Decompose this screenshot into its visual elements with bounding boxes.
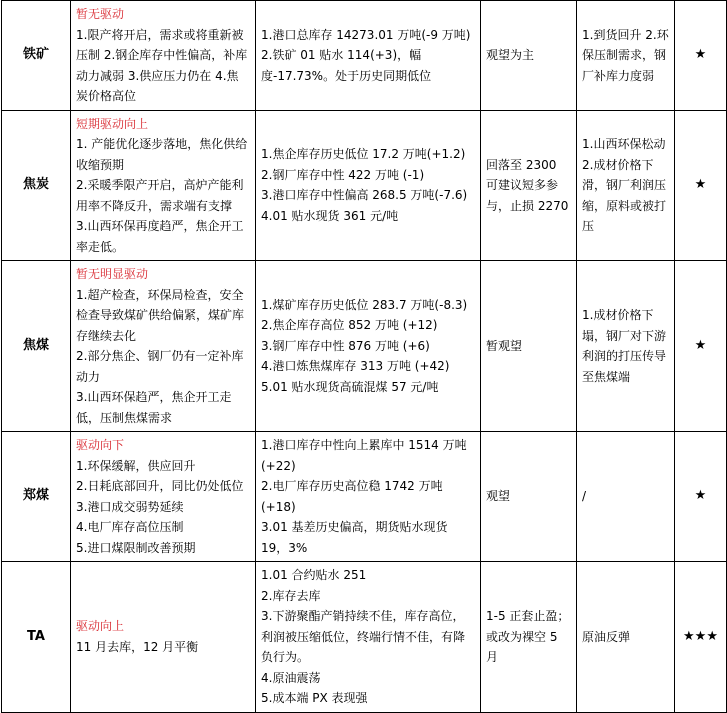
- futures-strategy-table: [1, 0, 727, 713]
- commodity-cell: [2, 562, 71, 713]
- strategy-text: 暂观望: [486, 338, 523, 353]
- driver-label: 暂无明显驱动: [76, 267, 149, 281]
- commodity-cell: [2, 432, 71, 562]
- rating-cell: [675, 562, 727, 713]
- risk-cell: [577, 1, 675, 111]
- driver-cell: [71, 562, 256, 713]
- fundamental-point: 2.电厂库存历史高位稳 1742 万吨(+18): [261, 479, 443, 514]
- driver-label: 驱动向下: [76, 438, 125, 452]
- commodity-cell: [2, 110, 71, 261]
- driver-point: 3.港口成交弱势延续: [76, 499, 184, 514]
- driver-cell: [71, 261, 256, 432]
- driver-point: 2.采暖季限产开启，高炉产能利用率不降反升，需求端有支撑: [76, 178, 244, 213]
- fundamental-point: 1.煤矿库存历史低位 283.7 万吨(-8.3): [261, 297, 468, 312]
- driver-cell: [71, 432, 256, 562]
- driver-point: 3.山西环保趋严，焦企开工走低，压制焦煤需求: [76, 390, 232, 425]
- fundamental-point: 1.01 合约贴水 251: [261, 568, 367, 582]
- strategy-text: 观望: [486, 489, 511, 504]
- fundamentals-cell: [256, 562, 481, 713]
- table-row: [2, 261, 727, 432]
- star-rating: ★: [694, 488, 707, 504]
- fundamentals-cell: [256, 432, 481, 562]
- risk-text: 原油反弹: [582, 629, 631, 644]
- fundamental-point: 5.成本端 PX 表现强: [261, 691, 368, 705]
- table-row: [2, 562, 727, 713]
- fundamental-point: 2.钢厂库存中性 422 万吨 (-1): [261, 167, 425, 182]
- strategy-text: 观望为主: [486, 48, 535, 62]
- strategy-cell: [481, 261, 577, 432]
- strategy-text: 1-5 正套止盈；或改为裸空 5 月: [486, 609, 570, 664]
- commodity-cell: [2, 261, 71, 432]
- driver-point: 2.部分焦企、钢厂仍有一定补库动力: [76, 349, 244, 384]
- rating-cell: [675, 1, 727, 111]
- driver-point: 1.超产检查，环保局检查，安全检查导致煤矿供给偏紧，煤矿库存继续去化: [76, 287, 245, 343]
- fundamental-point: 5.01 贴水现货高硫混煤 57 元/吨: [261, 379, 439, 394]
- driver-label: 驱动向上: [76, 619, 125, 634]
- driver-point: 3.山西环保再度趋严，焦企开工率走低。: [76, 219, 244, 254]
- driver-point: 1.环保缓解，供应回升: [76, 458, 196, 473]
- fundamental-point: 4.原油震荡: [261, 670, 321, 685]
- driver-label: 短期驱动向上: [76, 116, 149, 131]
- risk-text: 1.到货回升 2.环保压制需求，钢厂补库力度弱: [582, 27, 669, 83]
- fundamental-point: 2.焦企库存高位 852 万吨 (+12): [261, 318, 438, 333]
- rating-cell: [675, 110, 727, 261]
- fundamentals-cell: [256, 261, 481, 432]
- risk-text: 1.成材价格下塌，钢厂对下游利润的打压传导至焦煤端: [582, 308, 667, 384]
- strategy-cell: [481, 432, 577, 562]
- rating-cell: [675, 432, 727, 562]
- strategy-cell: [481, 562, 577, 713]
- rating-cell: [675, 261, 727, 432]
- risk-cell: [577, 110, 675, 261]
- star-rating: ★: [694, 337, 707, 353]
- risk-cell: [577, 562, 675, 713]
- driver-point: 11 月去库，12 月平衡: [76, 639, 199, 654]
- driver-point: 2.日耗底部回升，同比仍处低位: [76, 479, 244, 493]
- commodity-name: 焦炭: [22, 177, 49, 192]
- fundamental-point: 3.01 基差历史偏高，期货贴水现货 19，3%: [261, 520, 448, 555]
- fundamental-point: 3.钢厂库存中性 876 万吨 (+6): [261, 338, 430, 353]
- fundamentals-cell: [256, 110, 481, 261]
- risk-text: /: [582, 489, 587, 504]
- table-row: [2, 432, 727, 562]
- star-rating: ★: [694, 177, 707, 192]
- fundamentals-cell: [256, 1, 481, 111]
- strategy-text: 回落至 2300 可建议短多参与，止损 2270: [486, 157, 569, 213]
- table-row: [2, 1, 727, 111]
- risk-cell: [577, 432, 675, 562]
- fundamental-point: 2.库存去库: [261, 588, 321, 603]
- driver-label: 暂无驱动: [76, 7, 125, 21]
- commodity-name: TA: [27, 628, 45, 644]
- driver-point: 1. 产能优化逐步落地，焦化供给收缩预期: [76, 137, 248, 172]
- fundamental-point: 3.下游聚酯产销持续不佳，库存高位，利润被压缩低位，终端行情不佳，有降负行为。: [261, 609, 466, 664]
- star-rating: ★★★: [683, 628, 718, 644]
- strategy-cell: [481, 1, 577, 111]
- fundamental-point: 3.港口库存中性偏高 268.5 万吨(-7.6): [261, 188, 468, 203]
- star-rating: ★: [694, 47, 707, 62]
- commodity-name: 郑煤: [22, 488, 49, 504]
- driver-point: 4.电厂库存高位压制: [76, 520, 184, 534]
- commodity-name: 焦煤: [22, 337, 49, 353]
- fundamental-point: 4.01 贴水现货 361 元/吨: [261, 208, 399, 223]
- risk-text: 1.山西环保松动 2.成材价格下滑，钢厂利润压缩，原料或被打压: [582, 137, 667, 233]
- fundamental-point: 2.铁矿 01 贴水 114(+3)，幅度-17.73%。处于历史同期低位: [261, 48, 432, 83]
- driver-cell: [71, 110, 256, 261]
- strategy-cell: [481, 110, 577, 261]
- driver-point: 1.限产将开启，需求或将重新被压制 2.钢企库存中性偏高，补库动力减弱 3.供应压力仍在 4.焦炭价格高位: [76, 27, 248, 103]
- fundamental-point: 4.港口炼焦煤库存 313 万吨 (+42): [261, 359, 450, 374]
- driver-cell: [71, 1, 256, 111]
- fundamental-point: 1.港口库存中性向上累库中 1514 万吨(+22): [261, 438, 467, 473]
- commodity-cell: [2, 1, 71, 111]
- table-row: [2, 110, 727, 261]
- fundamental-point: 1.港口总库存 14273.01 万吨(-9 万吨): [261, 27, 471, 42]
- driver-point: 5.进口煤限制改善预期: [76, 540, 196, 555]
- commodity-name: 铁矿: [22, 47, 49, 62]
- fundamental-point: 1.焦企库存历史低位 17.2 万吨(+1.2): [261, 147, 466, 162]
- risk-cell: [577, 261, 675, 432]
